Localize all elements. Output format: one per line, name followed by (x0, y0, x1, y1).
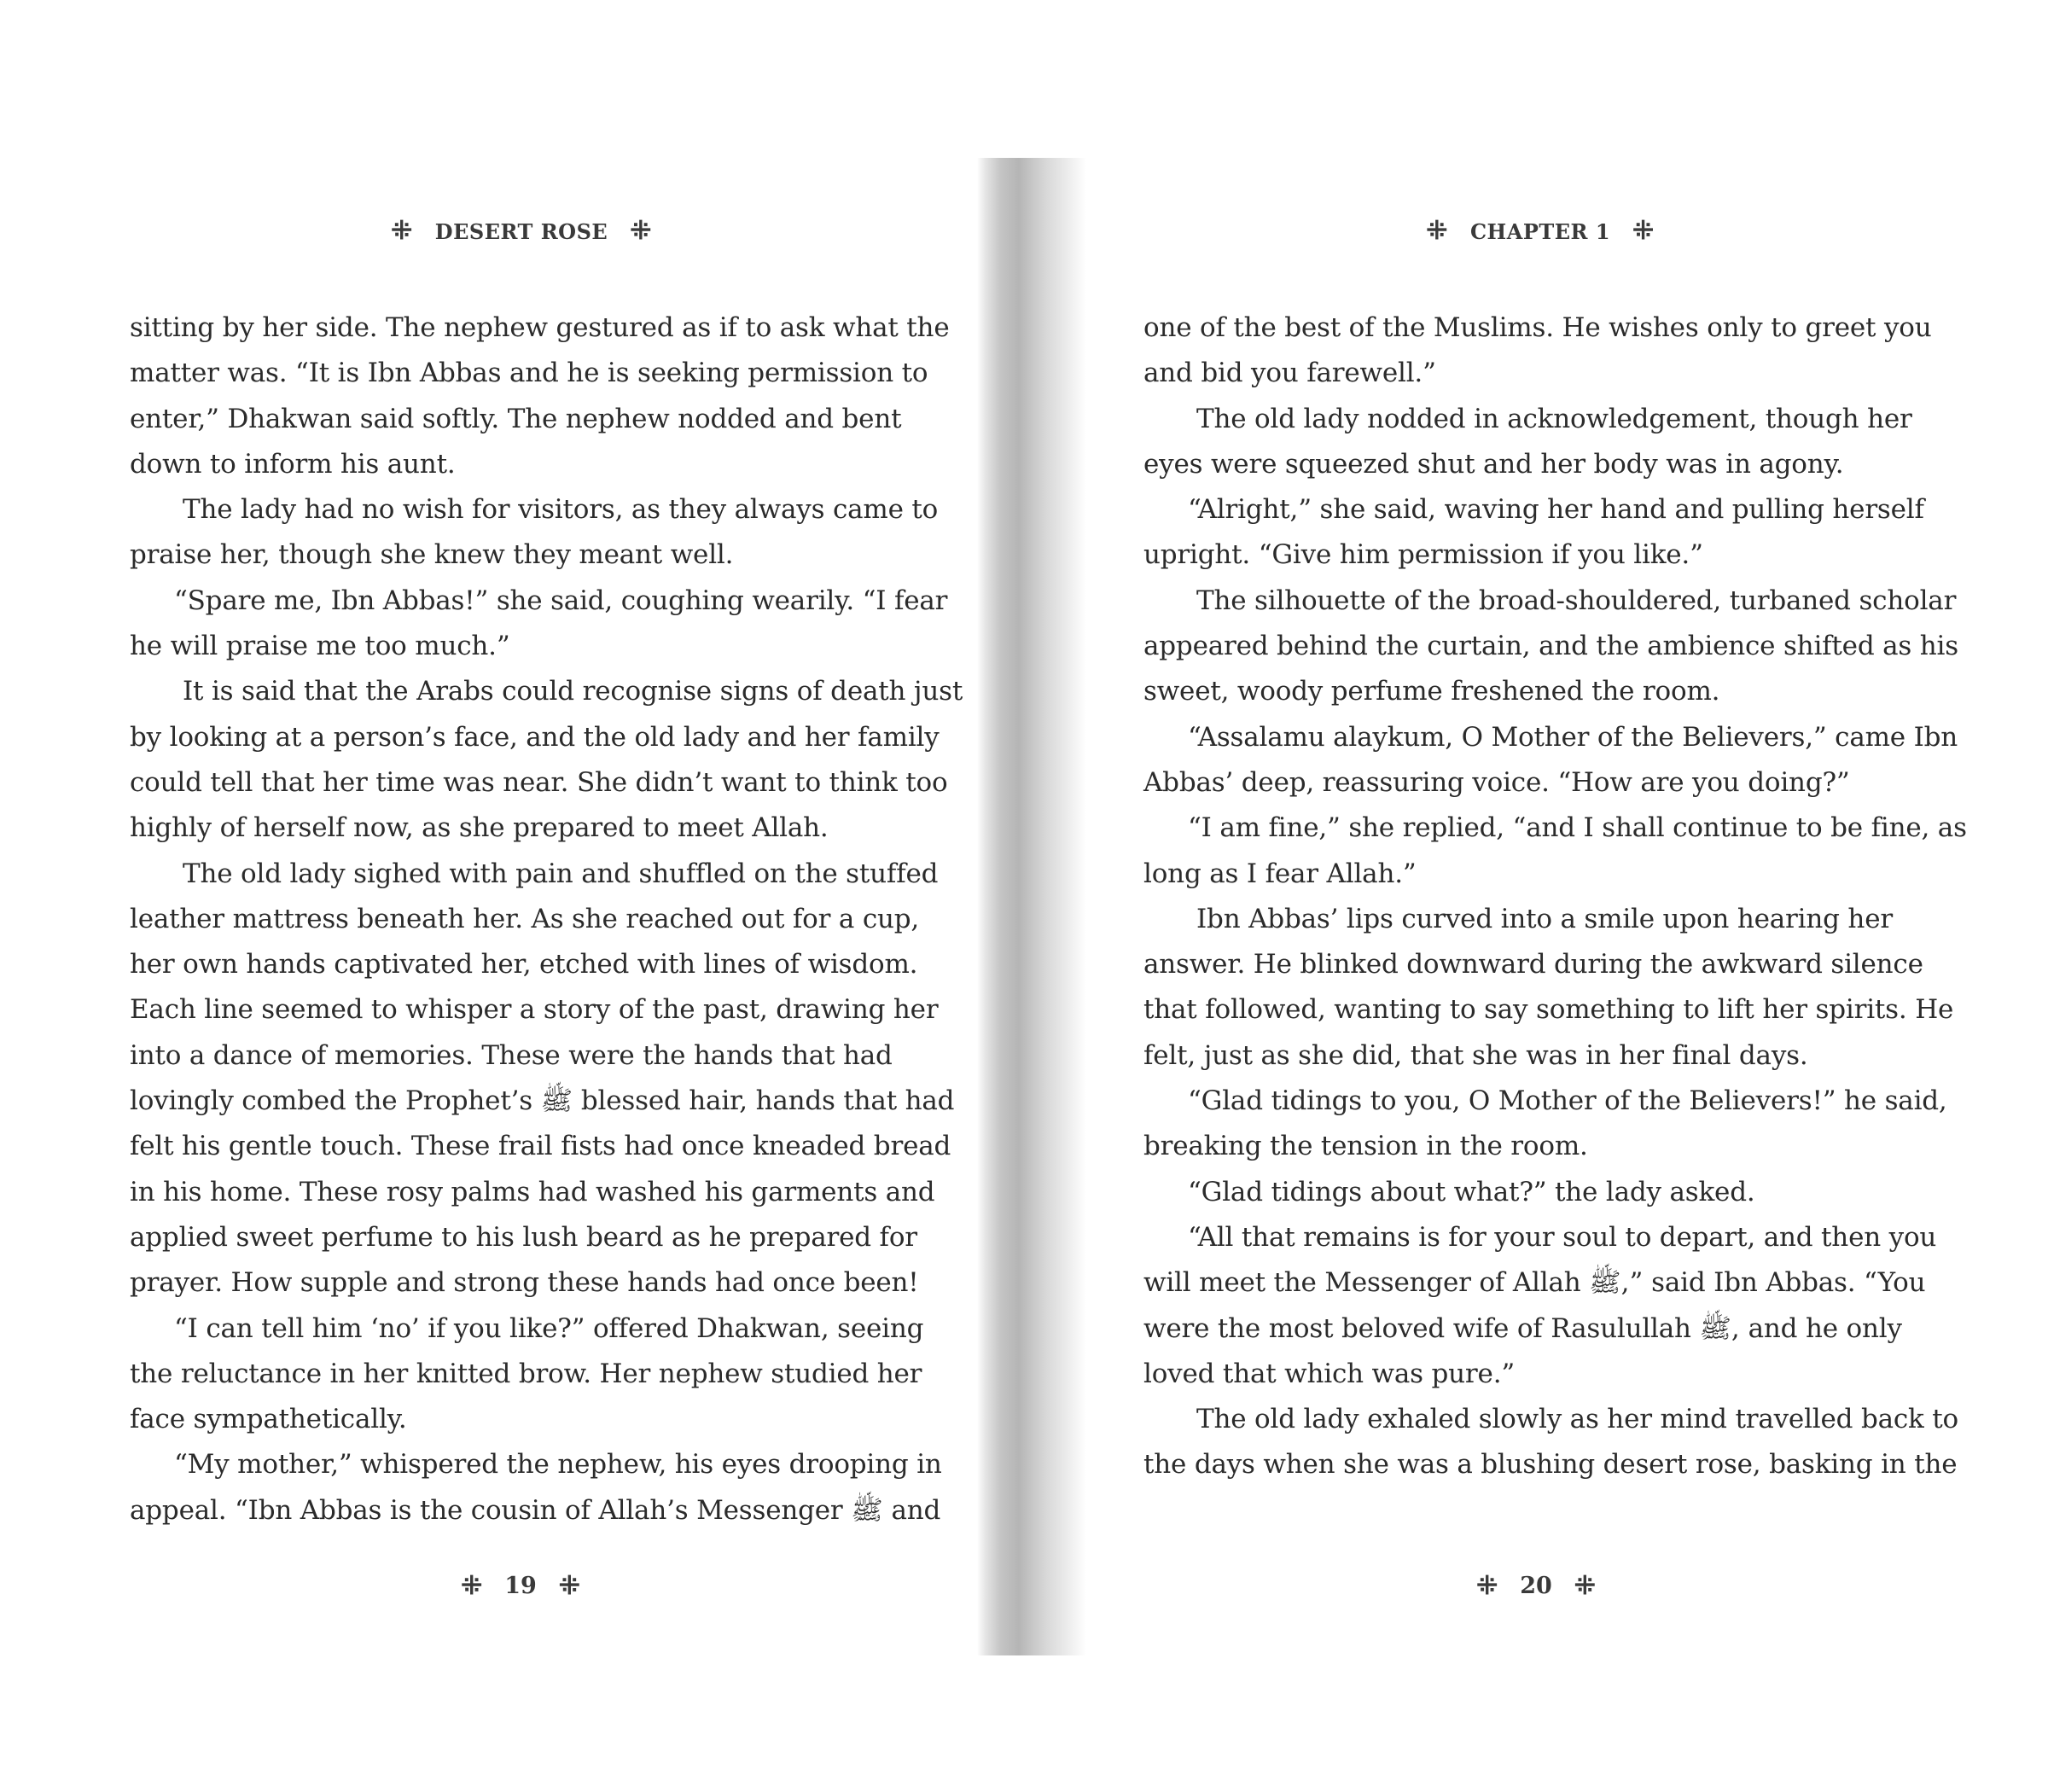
text-line: into a dance of memories. These were the hands that had (130, 1039, 893, 1071)
text-line: lovingly combed the Prophet’s ﷺ blessed hair, hands that had (130, 1085, 955, 1117)
running-head-title: DESERT ROSE (434, 218, 608, 244)
text-line: “I am fine,” she replied, “and I shall continue to be fine, as (1188, 812, 1967, 844)
text-line: answer. He blinked downward during the awkward silence (1143, 949, 1923, 980)
text-line: felt, just as she did, that she was in her final days. (1143, 1039, 1808, 1071)
text-line: The silhouette of the broad-shouldered, turbaned scholar (1196, 585, 1957, 616)
text-line: will meet the Messenger of Allah ﷺ,” said Ibn Abbas. “You (1143, 1267, 1926, 1299)
text-line: “Spare me, Ibn Abbas!” she said, coughing wearily. “I fear (174, 585, 948, 616)
page-number (1139, 1570, 1933, 1601)
text-line: he will praise me too much.” (130, 631, 510, 662)
text-line: The old lady exhaled slowly as her mind travelled back to (1196, 1404, 1959, 1435)
fleuron-left-icon: ⁜ (461, 1570, 483, 1601)
text-line: “Assalamu alaykum, O Mother of the Believers,” came Ibn (1188, 721, 1958, 753)
fleuron-right-icon: ⁜ (558, 1570, 580, 1601)
fleuron-right-icon: ⁜ (1632, 216, 1655, 246)
text-line: Ibn Abbas’ lips curved into a smile upon hearing her (1196, 903, 1893, 934)
running-head (1143, 218, 1937, 244)
text-line: sweet, woody perfume freshened the room. (1143, 676, 1720, 707)
text-line: by looking at a person’s face, and the old lady and her family (130, 721, 940, 753)
page-number-value: 20 (1520, 1573, 1552, 1599)
page-number (124, 1570, 917, 1601)
text-line: loved that which was pure.” (1143, 1358, 1516, 1389)
text-line: the days when she was a blushing desert rose, basking in the (1143, 1449, 1958, 1481)
text-line: and bid you farewell.” (1143, 358, 1436, 389)
text-line: “I can tell him ‘no’ if you like?” offered Dhakwan, seeing (174, 1312, 924, 1344)
text-line: sitting by her side. The nephew gestured as if to ask what the (130, 312, 950, 343)
text-line: The old lady nodded in acknowledgement, though her (1196, 403, 1912, 434)
text-line: breaking the tension in the room. (1143, 1131, 1588, 1162)
text-line: matter was. “It is Ibn Abbas and he is seeking permission to (130, 358, 928, 389)
text-line: The old lady sighed with pain and shuffled on the stuffed (183, 858, 939, 889)
text-line: face sympathetically. (130, 1404, 407, 1435)
fleuron-left-icon: ⁜ (1476, 1570, 1498, 1601)
text-line: “Glad tidings about what?” the lady asked. (1188, 1176, 1755, 1207)
text-line: down to inform his aunt. (130, 448, 456, 480)
running-head-title: CHAPTER 1 (1469, 218, 1611, 244)
text-line: enter,” Dhakwan said softly. The nephew nodded and bent (130, 403, 902, 434)
text-line: “My mother,” whispered the nephew, his eyes drooping in (174, 1449, 942, 1481)
book-gutter-shadow (977, 158, 1086, 1655)
text-line: “Alright,” she said, waving her hand and pulling herself (1188, 494, 1924, 526)
text-line: leather mattress beneath her. As she reached out for a cup, (130, 903, 920, 934)
text-line: felt his gentle touch. These frail fists had once kneaded bread (130, 1131, 951, 1162)
text-line: applied sweet perfume to his lush beard as he prepared for (130, 1221, 917, 1253)
text-line: could tell that her time was near. She didn’t want to think too (130, 766, 948, 798)
left-page (130, 0, 963, 1792)
text-line: her own hands captivated her, etched with lines of wisdom. (130, 949, 918, 980)
text-line: prayer. How supple and strong these hands had once been! (130, 1267, 919, 1299)
text-line: one of the best of the Muslims. He wishes only to greet you (1143, 312, 1932, 343)
body-text (130, 305, 963, 1533)
text-line: upright. “Give him permission if you like.” (1143, 539, 1703, 571)
fleuron-left-icon: ⁜ (1426, 216, 1448, 246)
text-line: in his home. These rosy palms had washed his garments and (130, 1176, 935, 1207)
right-page (1143, 0, 1967, 1792)
fleuron-left-icon: ⁜ (391, 216, 413, 246)
text-line: Each line seemed to whisper a story of the past, drawing her (130, 994, 939, 1026)
text-line: were the most beloved wife of Rasulullah ﷺ, and he only (1143, 1312, 1902, 1344)
page-number-value: 19 (504, 1573, 537, 1599)
text-line: eyes were squeezed shut and her body was in agony. (1143, 448, 1844, 480)
text-line: Abbas’ deep, reassuring voice. “How are you doing?” (1143, 766, 1850, 798)
text-line: appeal. “Ibn Abbas is the cousin of Allah’s Messenger ﷺ and (130, 1494, 941, 1526)
text-line: The lady had no wish for visitors, as they always came to (183, 494, 939, 526)
text-line: It is said that the Arabs could recognise signs of death just (183, 676, 963, 707)
text-line: the reluctance in her knitted brow. Her nephew studied her (130, 1358, 922, 1389)
running-head (125, 218, 918, 244)
text-line: appeared behind the curtain, and the ambience shifted as his (1143, 631, 1958, 662)
text-line: that followed, wanting to say something to lift her spirits. He (1143, 994, 1954, 1026)
fleuron-right-icon: ⁜ (1574, 1570, 1596, 1601)
fleuron-right-icon: ⁜ (630, 216, 652, 246)
text-line: praise her, though she knew they meant well. (130, 539, 734, 571)
text-line: “Glad tidings to you, O Mother of the Believers!” he said, (1188, 1085, 1947, 1117)
text-line: highly of herself now, as she prepared to meet Allah. (130, 812, 829, 844)
text-line: “All that remains is for your soul to depart, and then you (1188, 1221, 1937, 1253)
text-line: long as I fear Allah.” (1143, 858, 1417, 889)
body-text (1143, 305, 1967, 1488)
